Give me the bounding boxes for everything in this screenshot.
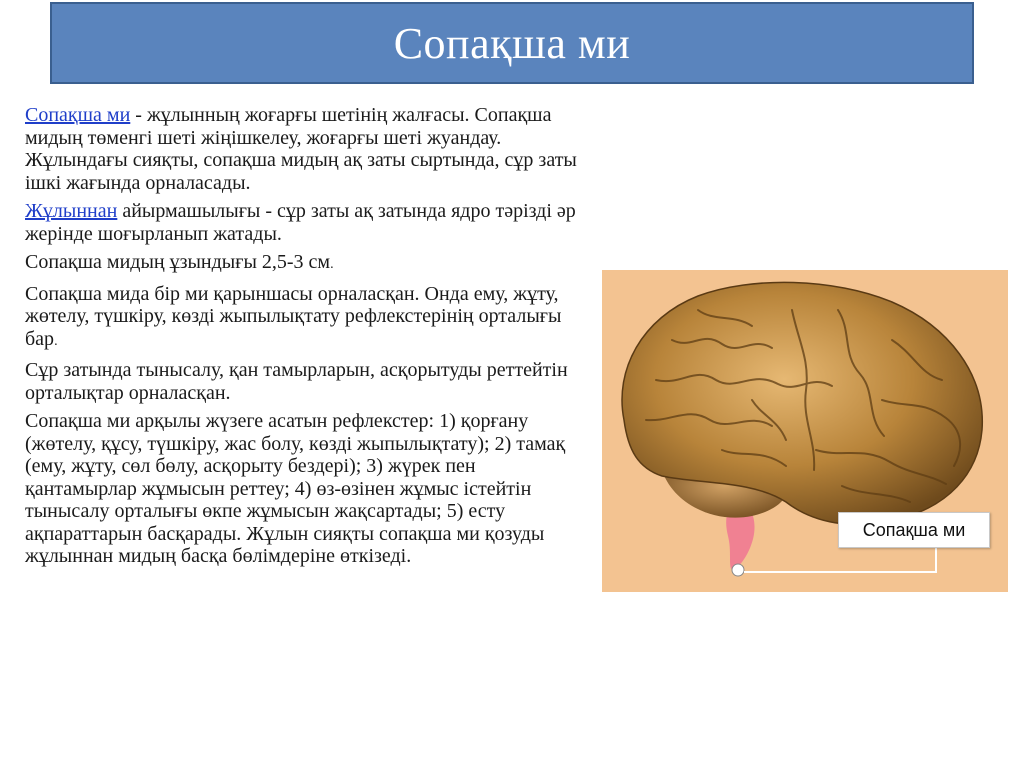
paragraph-3 [25, 251, 585, 277]
paragraph-3-end: . [330, 257, 334, 272]
paragraph-2 [25, 200, 585, 245]
paragraph-4 [25, 283, 585, 354]
medulla-link[interactable]: Сопақша ми [25, 104, 131, 126]
brain-figure [602, 270, 1008, 592]
paragraph-5 [25, 359, 585, 404]
paragraph-2-text: айырмашылығы - сұр заты ақ затында ядро тәрізді әр жерінде шоғырланып жатады. [25, 200, 576, 245]
paragraph-4-end: . [54, 333, 58, 349]
paragraph-1 [25, 104, 585, 194]
paragraph-4-text: Сопақша мида бір ми қарыншасы орналасқан. Онда ему, жұту, жөтелу, түшкіру, көзді жыпылықтату рефлекстерінің орталығы бар [25, 282, 562, 350]
paragraph-6 [25, 410, 585, 568]
title-bar [50, 2, 974, 84]
paragraph-1-text: - жұлынның жоғарғы шетінің жалғасы. Сопақша мидың төменгі шеті жіңішкелеу, жоғарғы шеті жуандау. Жұлындағы сияқты, сопақша мидың ақ заты сыртында, сұр заты ішкі жағында орналасады. [25, 104, 577, 194]
medulla-label: Сопақша ми [838, 512, 990, 548]
slide-title: Сопақша ми [393, 18, 631, 68]
spinal-cord-link[interactable]: Жұлыннан [25, 200, 118, 222]
paragraph-5-text: Сұр затында тынысалу, қан тамырларын, асқорытуды реттейтін орталықтар орналасқан. [25, 359, 568, 404]
body-text [25, 104, 585, 574]
paragraph-3-text: Сопақша мидың ұзындығы 2,5-3 см [25, 251, 331, 273]
paragraph-6-text: Сопақша ми арқылы жүзеге асатын рефлекстер: 1) қорғану (жөтелу, құсу, түшкіру, жас болу, көзді жыпылықтату); 2) тамақ (ему, жұту, сөл бөлу, асқорыту бездері); 3) жүрек пен қантамырлар жұмысын реттеу; 4) өз-өзінен жұмыс істейтін тынысалу орталығы өкпе жұмысын жақсартады; 5) есту ақпараттарын басқарады. Жұлын сияқты сопақша ми қозуды жұлыннан мидың басқа бөлімдеріне өткізеді. [25, 410, 566, 567]
pointer-dot [732, 564, 744, 576]
